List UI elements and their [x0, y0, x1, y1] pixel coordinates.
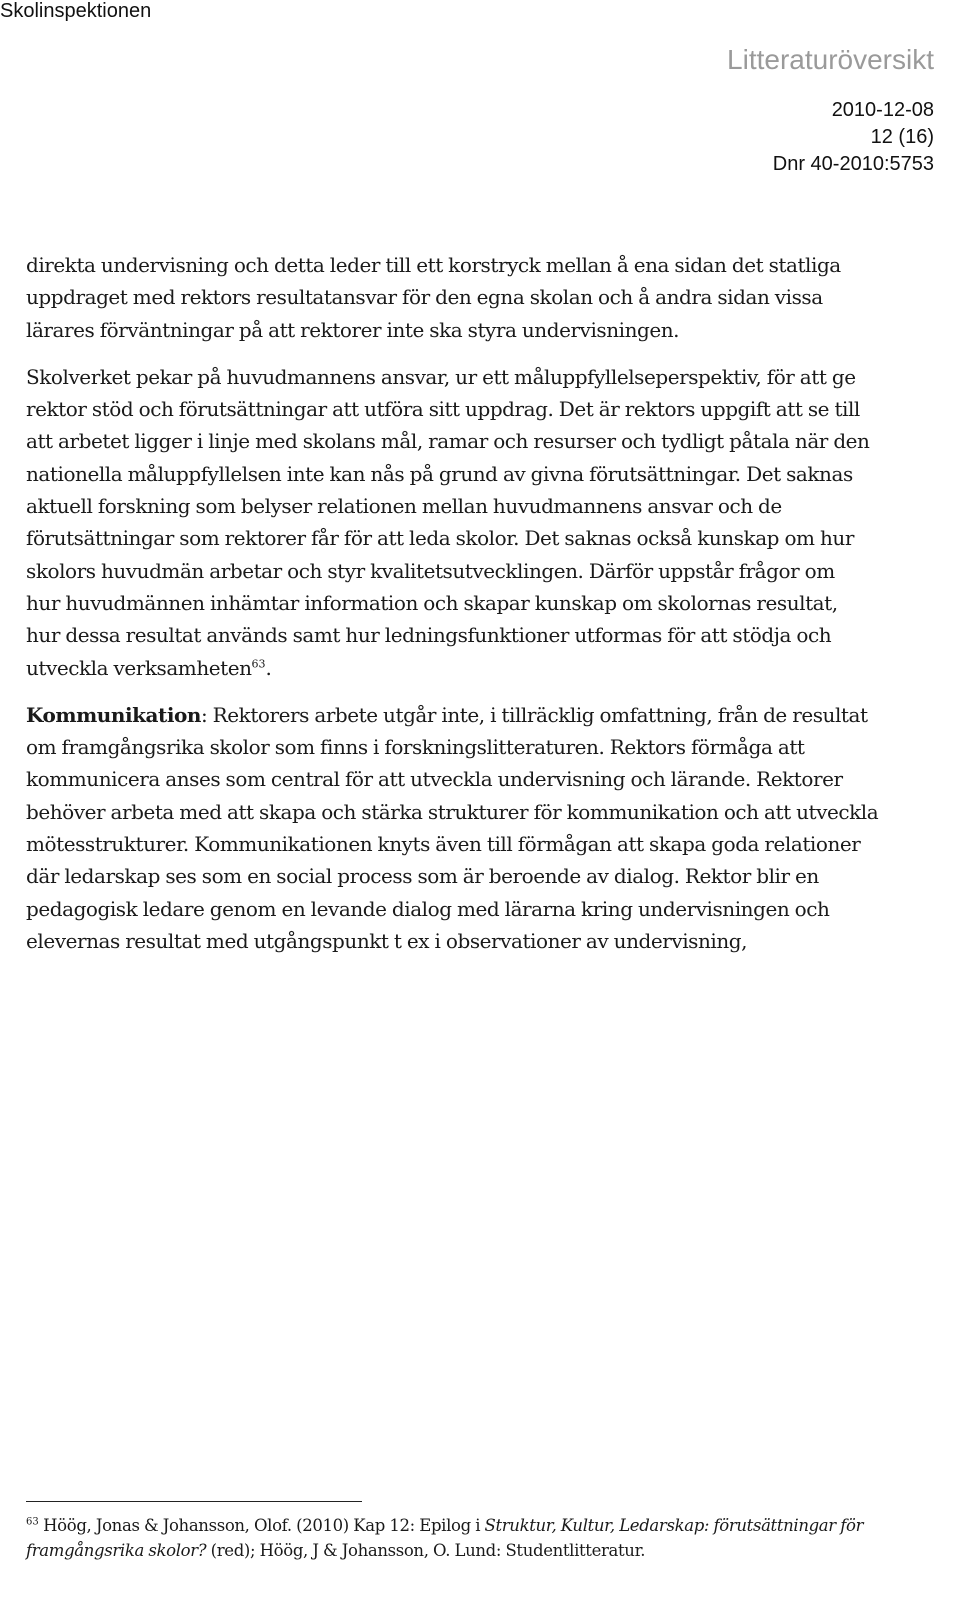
text-line: pedagogisk ledare genom en levande dialog med lärarna kring undervisningen och — [26, 896, 830, 921]
text-line: skolors huvudmän arbetar och styr kvalitetsutvecklingen. Därför uppstår frågor om — [26, 558, 835, 583]
text-line: hur dessa resultat används samt hur ledningsfunktioner utformas för att stödja och — [26, 623, 832, 648]
reference-number: Dnr 40-2010:5753 — [772, 153, 934, 175]
section-heading-kommunikation: Kommunikation — [26, 702, 201, 727]
footnote-book-title: Struktur, Kultur, Ledarskap: förutsättningar för — [484, 1516, 864, 1535]
footnote-number: 63 — [26, 1516, 39, 1528]
organization-name: Skolinspektionen — [0, 0, 152, 22]
text-line: direkta undervisning och detta leder till ett korstryck mellan å ena sidan det statliga — [26, 253, 841, 277]
footnote-text: (red); Höög, J & Johansson, O. Lund: Studentlitteratur. — [206, 1541, 646, 1560]
text-line-end: . — [265, 655, 272, 680]
footnote-text: Höög, Jonas & Johansson, Olof. (2010) Kap 12: Epilog i — [38, 1516, 485, 1535]
text-line: behöver arbeta med att skapa och stärka strukturer för kommunikation och att utveckla — [26, 799, 879, 824]
text-line: : Rektorers arbete utgår inte, i tillräcklig omfattning, från de resultat — [200, 702, 868, 727]
footnote-63 — [26, 1513, 938, 1563]
text-line: att arbetet ligger i linje med skolans mål, ramar och resurser och tydligt påtala när den — [26, 429, 870, 454]
document-date: 2010-12-08 — [831, 99, 934, 121]
footnote-book-title: framgångsrika skolor? — [26, 1541, 207, 1560]
text-line: lärares förväntningar på att rektorer inte ska styra undervisningen. — [26, 317, 680, 342]
document-meta — [773, 97, 934, 178]
text-line: aktuell forskning som belyser relationen mellan huvudmannens ansvar och de — [26, 494, 782, 519]
footnote-reference[interactable]: 63 — [251, 656, 266, 670]
text-line: förutsättningar som rektorer får för att leda skolor. Det saknas också kunskap om hur — [26, 526, 854, 551]
main-text — [26, 249, 938, 972]
text-line: om framgångsrika skolor som finns i forskningslitteraturen. Rektors förmåga att — [26, 735, 805, 760]
footnote-separator — [26, 1501, 362, 1502]
paragraph-2 — [26, 361, 938, 684]
paragraph-1 — [26, 249, 938, 346]
text-line: utveckla verksamheten — [26, 655, 252, 680]
text-line: kommunicera anses som central för att utveckla undervisning och lärande. Rektorer — [26, 767, 843, 792]
text-line: mötesstrukturer. Kommunikationen knyts även till förmågan att skapa goda relationer — [26, 832, 861, 857]
text-line: rektor stöd och förutsättningar att utföra sitt uppdrag. Det är rektors uppgift att se till — [26, 397, 860, 422]
page-number: 12 (16) — [870, 126, 934, 148]
text-line: uppdraget med rektors resultatansvar för den egna skolan och å andra sidan vissa — [26, 285, 823, 310]
document-type: Litteraturöversikt — [727, 44, 934, 75]
text-line: Skolverket pekar på huvudmannens ansvar, ur ett måluppfyllelseperspektiv, för att ge — [26, 364, 856, 389]
text-line: nationella måluppfyllelsen inte kan nås på grund av givna förutsättningar. Det saknas — [26, 461, 853, 486]
text-line: hur huvudmännen inhämtar information och skapar kunskap om skolornas resultat, — [26, 590, 838, 615]
paragraph-3 — [26, 699, 938, 957]
text-line: där ledarskap ses som en social process som är beroende av dialog. Rektor blir en — [26, 864, 819, 889]
text-line: elevernas resultat med utgångspunkt t ex i observationer av undervisning, — [26, 928, 748, 953]
